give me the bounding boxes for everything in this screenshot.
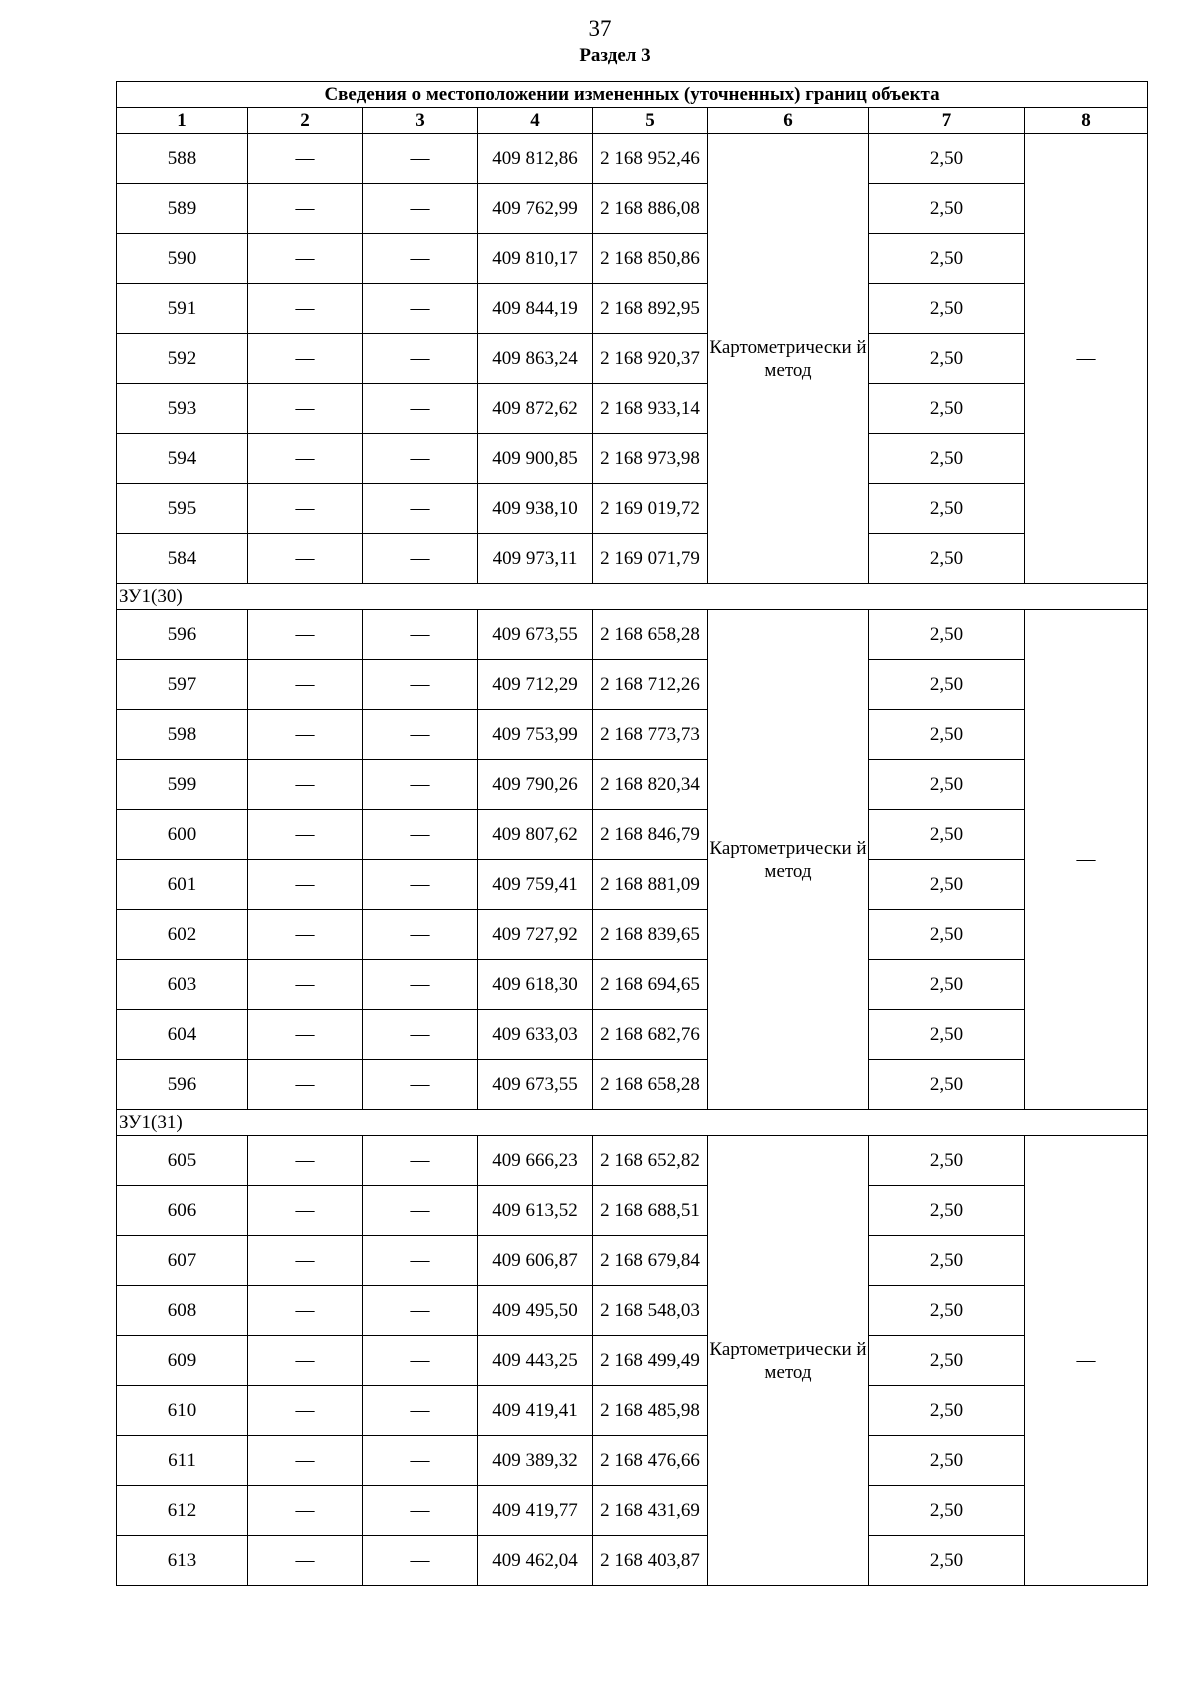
accuracy-cell: 2,50 (869, 134, 1025, 184)
dash-cell: — (248, 810, 363, 860)
dash-cell: — (363, 1060, 478, 1110)
table-row (117, 1186, 1148, 1236)
dash-cell: — (363, 710, 478, 760)
table-title-row (117, 82, 1148, 108)
dash-cell: — (363, 234, 478, 284)
coord-y: 2 169 071,79 (593, 534, 708, 584)
point-number: 600 (117, 810, 248, 860)
dash-cell: — (248, 184, 363, 234)
dash-cell: — (248, 1536, 363, 1586)
dash-cell: — (248, 384, 363, 434)
coord-x: 409 753,99 (478, 710, 593, 760)
coord-x: 409 618,30 (478, 960, 593, 1010)
point-number: 609 (117, 1336, 248, 1386)
dash-cell: — (363, 660, 478, 710)
coord-x: 409 790,26 (478, 760, 593, 810)
table-row (117, 134, 1148, 184)
accuracy-cell: 2,50 (869, 1486, 1025, 1536)
coord-x: 409 759,41 (478, 860, 593, 910)
table-row (117, 434, 1148, 484)
coord-x: 409 613,52 (478, 1186, 593, 1236)
coord-y: 2 168 892,95 (593, 284, 708, 334)
coord-y: 2 168 476,66 (593, 1436, 708, 1486)
coord-y: 2 168 712,26 (593, 660, 708, 710)
accuracy-cell: 2,50 (869, 1436, 1025, 1486)
point-number: 610 (117, 1386, 248, 1436)
column-number: 2 (248, 108, 363, 134)
accuracy-cell: 2,50 (869, 434, 1025, 484)
table-row (117, 534, 1148, 584)
coord-x: 409 419,41 (478, 1386, 593, 1436)
dash-cell: — (248, 1236, 363, 1286)
table-body (117, 82, 1148, 1586)
column-number: 1 (117, 108, 248, 134)
dash-cell: — (363, 1136, 478, 1186)
coord-x: 409 973,11 (478, 534, 593, 584)
col8-cell: — (1025, 134, 1148, 584)
coord-x: 409 666,23 (478, 1136, 593, 1186)
coord-y: 2 168 973,98 (593, 434, 708, 484)
method-cell: Картометрически й метод (708, 134, 869, 584)
dash-cell: — (363, 1010, 478, 1060)
accuracy-cell: 2,50 (869, 960, 1025, 1010)
accuracy-cell: 2,50 (869, 1386, 1025, 1436)
column-number: 3 (363, 108, 478, 134)
dash-cell: — (248, 1436, 363, 1486)
dash-cell: — (363, 1436, 478, 1486)
dash-cell: — (248, 134, 363, 184)
accuracy-cell: 2,50 (869, 284, 1025, 334)
table-row (117, 610, 1148, 660)
page-number: 37 (588, 16, 612, 41)
dash-cell: — (248, 1486, 363, 1536)
col8-cell: — (1025, 610, 1148, 1110)
accuracy-cell: 2,50 (869, 810, 1025, 860)
dash-cell: — (363, 434, 478, 484)
method-cell: Картометрически й метод (708, 610, 869, 1110)
dash-cell: — (248, 760, 363, 810)
dash-cell: — (363, 1486, 478, 1536)
dash-cell: — (363, 1236, 478, 1286)
dash-cell: — (363, 534, 478, 584)
table-row (117, 710, 1148, 760)
point-number: 598 (117, 710, 248, 760)
coord-x: 409 900,85 (478, 434, 593, 484)
dash-cell: — (248, 234, 363, 284)
coord-x: 409 812,86 (478, 134, 593, 184)
accuracy-cell: 2,50 (869, 860, 1025, 910)
table-row (117, 284, 1148, 334)
point-number: 612 (117, 1486, 248, 1536)
table-title: Сведения о местоположении измененных (уточненных) границ объекта (117, 82, 1148, 108)
dash-cell: — (363, 1336, 478, 1386)
point-number: 607 (117, 1236, 248, 1286)
coord-x: 409 863,24 (478, 334, 593, 384)
dash-cell: — (248, 910, 363, 960)
dash-cell: — (248, 434, 363, 484)
accuracy-cell: 2,50 (869, 610, 1025, 660)
dash-cell: — (248, 1286, 363, 1336)
coord-x: 409 606,87 (478, 1236, 593, 1286)
coord-x: 409 633,03 (478, 1010, 593, 1060)
coord-x: 409 462,04 (478, 1536, 593, 1586)
group-label-row (117, 1110, 1148, 1136)
accuracy-cell: 2,50 (869, 484, 1025, 534)
table-row (117, 1236, 1148, 1286)
point-number: 592 (117, 334, 248, 384)
table-row (117, 1010, 1148, 1060)
point-number: 588 (117, 134, 248, 184)
point-number: 603 (117, 960, 248, 1010)
dash-cell: — (363, 134, 478, 184)
group-label: ЗУ1(31) (117, 1110, 1148, 1136)
table-row (117, 334, 1148, 384)
point-number: 606 (117, 1186, 248, 1236)
table-row (117, 1336, 1148, 1386)
coord-x: 409 419,77 (478, 1486, 593, 1536)
coord-y: 2 168 820,34 (593, 760, 708, 810)
dash-cell: — (248, 610, 363, 660)
dash-cell: — (248, 284, 363, 334)
accuracy-cell: 2,50 (869, 334, 1025, 384)
coord-y: 2 168 881,09 (593, 860, 708, 910)
column-number: 7 (869, 108, 1025, 134)
coord-x: 409 495,50 (478, 1286, 593, 1336)
dash-cell: — (363, 610, 478, 660)
coord-y: 2 168 688,51 (593, 1186, 708, 1236)
table-row (117, 1386, 1148, 1436)
coord-x: 409 712,29 (478, 660, 593, 710)
coord-y: 2 168 850,86 (593, 234, 708, 284)
coord-x: 409 762,99 (478, 184, 593, 234)
coord-y: 2 168 403,87 (593, 1536, 708, 1586)
coord-x: 409 673,55 (478, 1060, 593, 1110)
coord-y: 2 168 773,73 (593, 710, 708, 760)
dash-cell: — (363, 384, 478, 434)
point-number: 584 (117, 534, 248, 584)
coord-x: 409 443,25 (478, 1336, 593, 1386)
dash-cell: — (363, 960, 478, 1010)
coord-x: 409 807,62 (478, 810, 593, 860)
table-row (117, 1286, 1148, 1336)
coord-y: 2 168 548,03 (593, 1286, 708, 1336)
point-number: 591 (117, 284, 248, 334)
section-title: Раздел 3 (579, 45, 651, 66)
point-number: 589 (117, 184, 248, 234)
dash-cell: — (363, 1186, 478, 1236)
table-row (117, 910, 1148, 960)
point-number: 601 (117, 860, 248, 910)
dash-cell: — (363, 810, 478, 860)
coord-x: 409 872,62 (478, 384, 593, 434)
table-row (117, 1136, 1148, 1186)
table-row (117, 660, 1148, 710)
coord-y: 2 169 019,72 (593, 484, 708, 534)
coord-x: 409 727,92 (478, 910, 593, 960)
group-label-row (117, 584, 1148, 610)
table-row (117, 810, 1148, 860)
table-row (117, 1536, 1148, 1586)
col8-cell: — (1025, 1136, 1148, 1586)
column-number: 8 (1025, 108, 1148, 134)
coord-y: 2 168 658,28 (593, 1060, 708, 1110)
coord-y: 2 168 679,84 (593, 1236, 708, 1286)
dash-cell: — (363, 484, 478, 534)
coord-y: 2 168 652,82 (593, 1136, 708, 1186)
coord-y: 2 168 886,08 (593, 184, 708, 234)
point-number: 611 (117, 1436, 248, 1486)
point-number: 608 (117, 1286, 248, 1336)
point-number: 597 (117, 660, 248, 710)
dash-cell: — (248, 1060, 363, 1110)
dash-cell: — (363, 1286, 478, 1336)
table-row (117, 1060, 1148, 1110)
accuracy-cell: 2,50 (869, 910, 1025, 960)
accuracy-cell: 2,50 (869, 1236, 1025, 1286)
coord-x: 409 389,32 (478, 1436, 593, 1486)
table-row (117, 184, 1148, 234)
coord-y: 2 168 952,46 (593, 134, 708, 184)
dash-cell: — (363, 184, 478, 234)
accuracy-cell: 2,50 (869, 384, 1025, 434)
point-number: 593 (117, 384, 248, 434)
dash-cell: — (248, 534, 363, 584)
dash-cell: — (363, 860, 478, 910)
coord-y: 2 168 694,65 (593, 960, 708, 1010)
column-numbers-row (117, 108, 1148, 134)
point-number: 599 (117, 760, 248, 810)
coord-y: 2 168 920,37 (593, 334, 708, 384)
point-number: 602 (117, 910, 248, 960)
point-number: 594 (117, 434, 248, 484)
coord-y: 2 168 499,49 (593, 1336, 708, 1386)
table-row (117, 960, 1148, 1010)
coord-y: 2 168 682,76 (593, 1010, 708, 1060)
dash-cell: — (363, 1536, 478, 1586)
point-number: 604 (117, 1010, 248, 1060)
table-row (117, 484, 1148, 534)
dash-cell: — (363, 334, 478, 384)
coord-y: 2 168 485,98 (593, 1386, 708, 1436)
accuracy-cell: 2,50 (869, 660, 1025, 710)
coord-x: 409 844,19 (478, 284, 593, 334)
dash-cell: — (248, 1186, 363, 1236)
dash-cell: — (248, 710, 363, 760)
coord-y: 2 168 431,69 (593, 1486, 708, 1536)
dash-cell: — (248, 1336, 363, 1386)
point-number: 595 (117, 484, 248, 534)
coord-y: 2 168 846,79 (593, 810, 708, 860)
table-row (117, 384, 1148, 434)
column-number: 5 (593, 108, 708, 134)
accuracy-cell: 2,50 (869, 1286, 1025, 1336)
dash-cell: — (363, 760, 478, 810)
accuracy-cell: 2,50 (869, 1186, 1025, 1236)
accuracy-cell: 2,50 (869, 184, 1025, 234)
accuracy-cell: 2,50 (869, 1536, 1025, 1586)
table-row (117, 860, 1148, 910)
coord-x: 409 810,17 (478, 234, 593, 284)
dash-cell: — (248, 1136, 363, 1186)
coord-y: 2 168 658,28 (593, 610, 708, 660)
dash-cell: — (248, 1010, 363, 1060)
dash-cell: — (363, 910, 478, 960)
table-row (117, 760, 1148, 810)
dash-cell: — (248, 660, 363, 710)
accuracy-cell: 2,50 (869, 1010, 1025, 1060)
point-number: 605 (117, 1136, 248, 1186)
dash-cell: — (248, 1386, 363, 1436)
dash-cell: — (363, 1386, 478, 1436)
table-row (117, 1436, 1148, 1486)
dash-cell: — (248, 960, 363, 1010)
dash-cell: — (248, 860, 363, 910)
group-label: ЗУ1(30) (117, 584, 1148, 610)
dash-cell: — (248, 334, 363, 384)
method-cell: Картометрически й метод (708, 1136, 869, 1586)
column-number: 6 (708, 108, 869, 134)
table-row (117, 234, 1148, 284)
column-number: 4 (478, 108, 593, 134)
boundary-table (116, 81, 1148, 1586)
dash-cell: — (363, 284, 478, 334)
accuracy-cell: 2,50 (869, 710, 1025, 760)
accuracy-cell: 2,50 (869, 1336, 1025, 1386)
point-number: 613 (117, 1536, 248, 1586)
point-number: 596 (117, 1060, 248, 1110)
coord-y: 2 168 839,65 (593, 910, 708, 960)
dash-cell: — (248, 484, 363, 534)
point-number: 590 (117, 234, 248, 284)
accuracy-cell: 2,50 (869, 534, 1025, 584)
coord-x: 409 938,10 (478, 484, 593, 534)
accuracy-cell: 2,50 (869, 234, 1025, 284)
coord-y: 2 168 933,14 (593, 384, 708, 434)
accuracy-cell: 2,50 (869, 1136, 1025, 1186)
accuracy-cell: 2,50 (869, 760, 1025, 810)
table-row (117, 1486, 1148, 1536)
coord-x: 409 673,55 (478, 610, 593, 660)
accuracy-cell: 2,50 (869, 1060, 1025, 1110)
point-number: 596 (117, 610, 248, 660)
